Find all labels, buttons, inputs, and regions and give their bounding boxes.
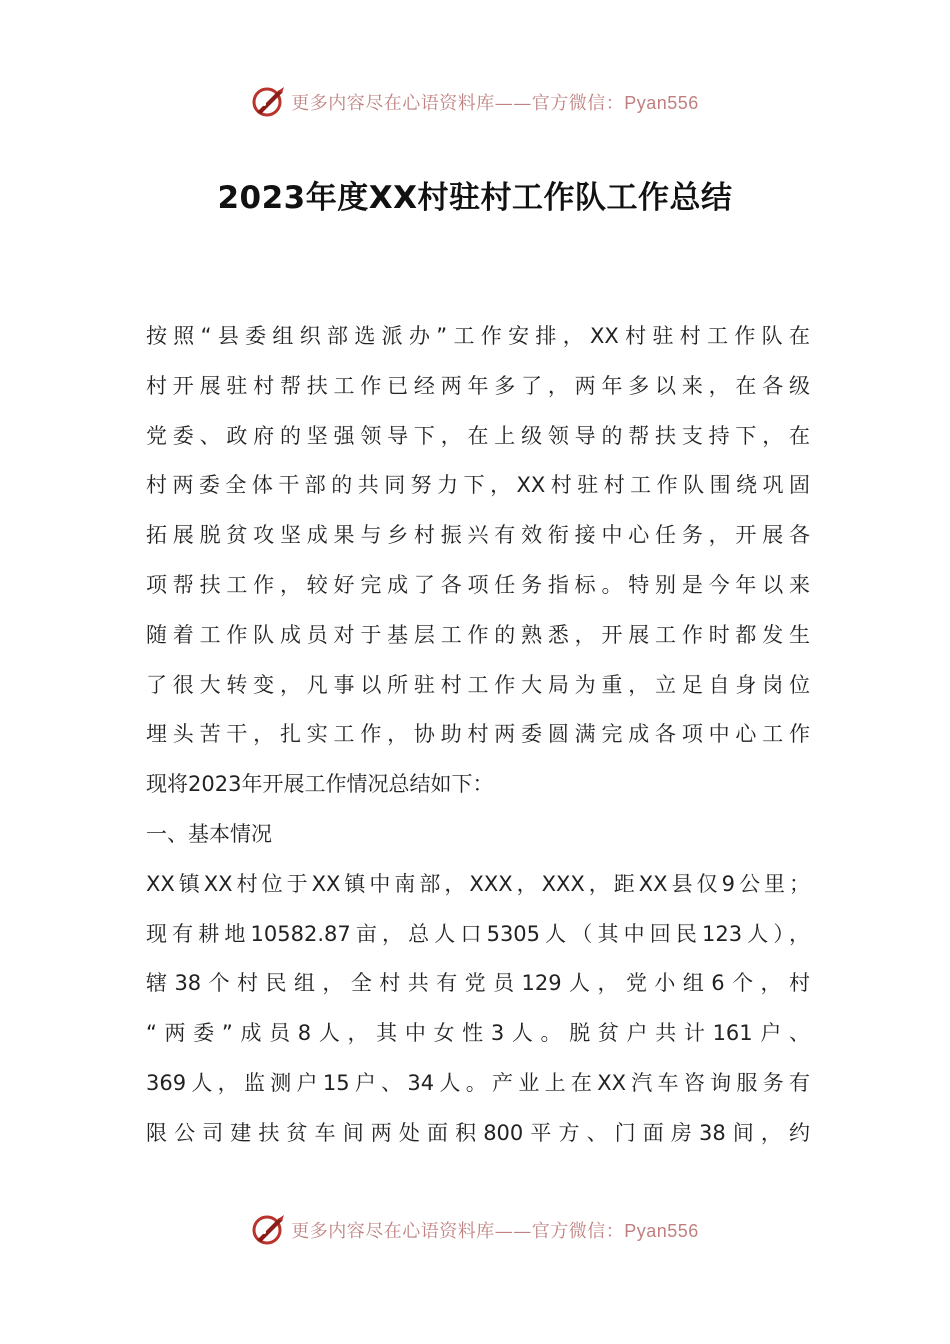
body-line: 埋头苦干，扎实工作，协助村两委圆满完成各项中心工作 xyxy=(146,722,810,747)
watermark-id: Pyan556 xyxy=(624,93,699,113)
watermark-header xyxy=(0,82,950,122)
document-body xyxy=(146,312,810,1159)
body-line: 了很大转变，凡事以所驻村工作大局为重，立足自身岗位 xyxy=(146,672,810,697)
watermark-separator: —— xyxy=(494,1221,532,1242)
watermark-separator: —— xyxy=(494,93,532,114)
body-line: 369人，监测户15户、34人。产业上在XX汽车咨询服务有 xyxy=(146,1070,810,1095)
body-line: 现将2023年开展工作情况总结如下： xyxy=(146,772,494,797)
body-line: 拓展脱贫攻坚成果与乡村振兴有效衔接中心任务，开展各 xyxy=(146,523,810,548)
body-line: 项帮扶工作，较好完成了各项任务指标。特别是今年以来 xyxy=(146,572,810,597)
body-line: “两委”成员8人，其中女性3人。脱贫户共计161户、 xyxy=(146,1021,810,1046)
watermark-text xyxy=(291,1217,699,1243)
body-line: XX镇XX村位于XX镇中南部，XXX，XXX，距XX县仅9公里； xyxy=(146,871,810,896)
pen-logo-icon xyxy=(251,1212,287,1248)
watermark-label: 官方微信： xyxy=(531,93,625,114)
watermark-text xyxy=(291,89,699,115)
body-line: 随着工作队成员对于基层工作的熟悉，开展工作时都发生 xyxy=(146,622,810,647)
watermark-main-text: 更多内容尽在心语资料库 xyxy=(291,1221,495,1242)
section-heading: 一、基本情况 xyxy=(146,821,272,846)
watermark-footer xyxy=(0,1210,950,1250)
pen-logo-icon xyxy=(251,84,287,120)
body-line: 党委、政府的坚强领导下，在上级领导的帮扶支持下，在 xyxy=(146,423,810,448)
body-line: 村两委全体干部的共同努力下，XX村驻村工作队围绕巩固 xyxy=(146,473,810,498)
body-line: 按照“县委组织部选派办”工作安排，XX村驻村工作队在 xyxy=(146,324,810,348)
watermark-main-text: 更多内容尽在心语资料库 xyxy=(291,93,495,114)
body-line: 限公司建扶贫车间两处面积800平方、门面房38间，约 xyxy=(146,1120,810,1145)
watermark-label: 官方微信： xyxy=(531,1221,625,1242)
body-line: 辖38个村民组，全村共有党员129人，党小组6个，村 xyxy=(146,971,810,996)
document-title: 2023年度XX村驻村工作队工作总结 xyxy=(217,180,733,216)
body-line: 现有耕地10582.87亩，总人口5305人（其中回民123人）， xyxy=(146,921,810,946)
body-line: 村开展驻村帮扶工作已经两年多了，两年多以来，在各级 xyxy=(146,373,810,398)
watermark-id: Pyan556 xyxy=(624,1221,699,1241)
